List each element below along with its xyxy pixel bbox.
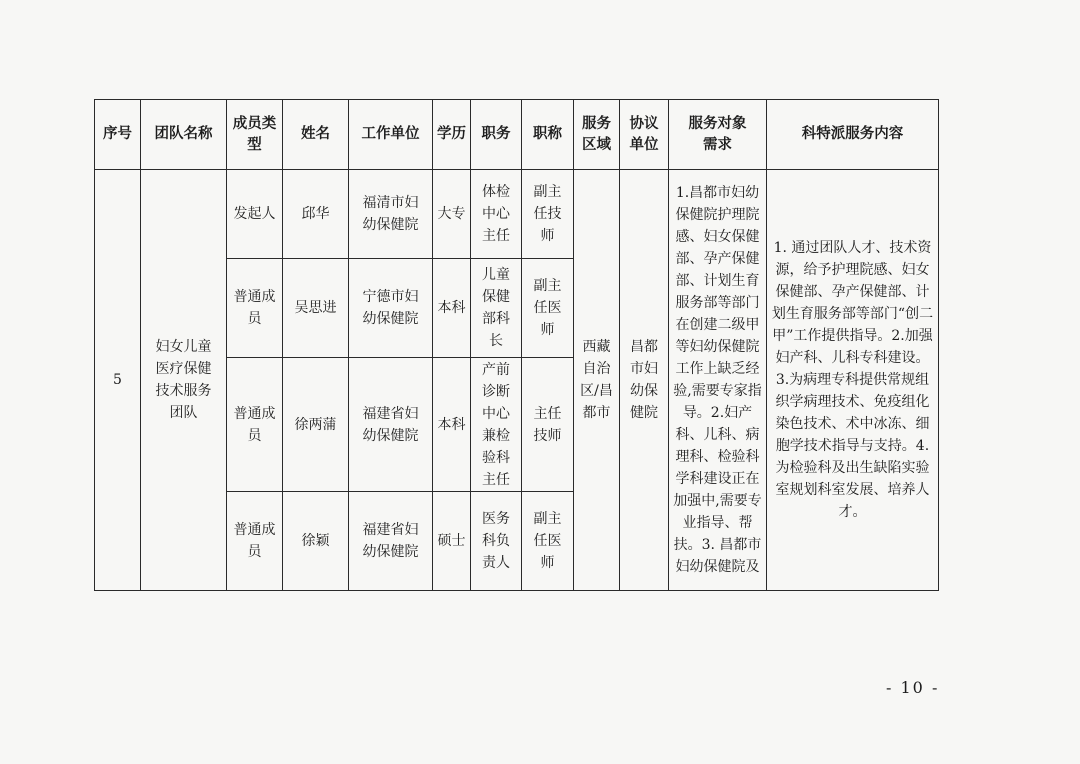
work-unit-cell: 福清市妇幼保健院 <box>349 170 433 259</box>
agreement-unit-cell: 昌都市妇幼保健院 <box>620 170 669 591</box>
service-area-cell: 西藏自治区/昌都市 <box>574 170 620 591</box>
name-cell: 徐两蒲 <box>283 358 349 492</box>
name-cell: 徐颖 <box>283 492 349 591</box>
position-cell: 医务科负责人 <box>471 492 522 591</box>
header-team-name: 团队名称 <box>141 100 227 170</box>
header-row <box>95 100 939 170</box>
header-name: 姓名 <box>283 100 349 170</box>
team-members-table <box>94 99 939 591</box>
title-cell: 主任技师 <box>522 358 574 492</box>
header-work-unit: 工作单位 <box>349 100 433 170</box>
work-unit-cell: 福建省妇幼保健院 <box>349 492 433 591</box>
education-cell: 本科 <box>433 358 471 492</box>
position-cell: 体检中心主任 <box>471 170 522 259</box>
position-cell: 产前诊断中心兼检验科主任 <box>471 358 522 492</box>
work-unit-cell: 宁德市妇幼保健院 <box>349 259 433 358</box>
header-education: 学历 <box>433 100 471 170</box>
education-cell: 大专 <box>433 170 471 259</box>
header-service-area: 服务区域 <box>574 100 620 170</box>
header-service-demand: 服务对象需求 <box>669 100 767 170</box>
table-row <box>95 170 939 259</box>
team-name-cell: 妇女儿童医疗保健技术服务团队 <box>141 170 227 591</box>
position-cell: 儿童保健部科长 <box>471 259 522 358</box>
service-content-cell: 1. 通过团队人才、技术资源，给予护理院感、妇女保健部、孕产保健部、计划生育服务部等部门“创二甲”工作提供指导。2.加强妇产科、儿科专科建设。3.为病理专科提供常规组织学病理技术、免疫组化染色技术、术中冰冻、细胞学技术指导与支持。4.为检验科及出生缺陷实验室规划科室发展、培养人才。 <box>767 170 939 591</box>
member-type-cell: 发起人 <box>227 170 283 259</box>
header-position: 职务 <box>471 100 522 170</box>
header-agreement-unit: 协议单位 <box>620 100 669 170</box>
title-cell: 副主任技师 <box>522 170 574 259</box>
member-type-cell: 普通成员 <box>227 492 283 591</box>
education-cell: 硕士 <box>433 492 471 591</box>
work-unit-cell: 福建省妇幼保健院 <box>349 358 433 492</box>
title-cell: 副主任医师 <box>522 492 574 591</box>
title-cell: 副主任医师 <box>522 259 574 358</box>
name-cell: 邱华 <box>283 170 349 259</box>
seq-cell: 5 <box>95 170 141 591</box>
header-member-type: 成员类型 <box>227 100 283 170</box>
header-service-content: 科特派服务内容 <box>767 100 939 170</box>
member-type-cell: 普通成员 <box>227 358 283 492</box>
name-cell: 吴思进 <box>283 259 349 358</box>
page-number: - 10 - <box>886 678 940 697</box>
service-demand-cell: 1.昌都市妇幼保健院护理院感、妇女保健部、孕产保健部、计划生育服务部等部门在创建二级甲等妇幼保健院工作上缺乏经验,需要专家指导。2.妇产科、儿科、病理科、检验科学科建设正在加强中,需要专业指导、帮扶。3. 昌都市妇幼保健院及 <box>669 170 767 591</box>
education-cell: 本科 <box>433 259 471 358</box>
header-seq: 序号 <box>95 100 141 170</box>
header-title: 职称 <box>522 100 574 170</box>
member-type-cell: 普通成员 <box>227 259 283 358</box>
